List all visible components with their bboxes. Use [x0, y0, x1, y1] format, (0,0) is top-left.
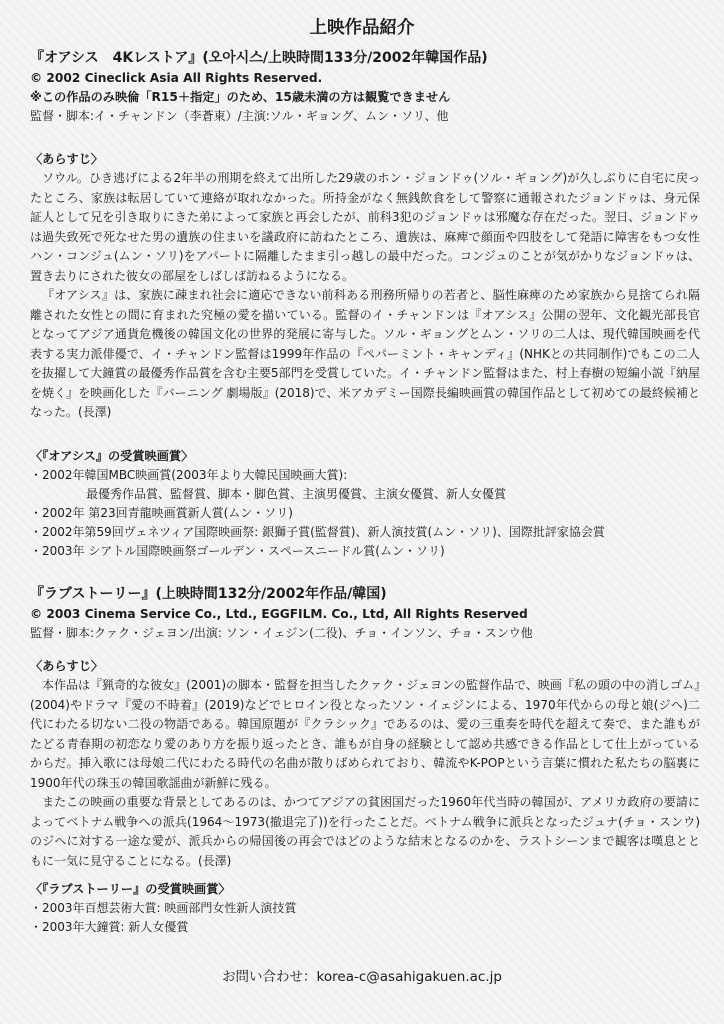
award-item: 最優秀作品賞、監督賞、脚本・脚色賞、主演男優賞、主演女優賞、新人女優賞	[86, 487, 507, 501]
award-item: ・2002年 第23回青龍映画賞新人賞(ムン・ソリ)	[30, 506, 293, 520]
film1-header	[30, 47, 700, 126]
film1-credits: 監督・脚本:イ・チャンドン（李蒼東）/主演:ソル・ギョング、ムン・ソリ、他	[30, 109, 449, 123]
award-item: ・2003年百想芸術大賞: 映画部門女性新人演技賞	[30, 901, 297, 915]
film2-synopsis-heading: 〈あらすじ〉	[30, 659, 104, 673]
award-item: ・2002年韓国MBC映画賞(2003年より大韓民国映画大賞):	[30, 468, 348, 482]
film2-heading: 『ラブストーリー』(上映時間132分/2002年作品/韓国)	[30, 586, 387, 602]
film1-synopsis-heading: 〈あらすじ〉	[30, 152, 104, 166]
contact-email[interactable]: お問い合わせ：korea-c@asahigakuen.ac.jp	[222, 969, 502, 985]
award-item: ・2003年大鐘賞: 新人女優賞	[30, 920, 189, 934]
film2-credits: 監督・脚本:クァク・ジェヨン/出演: ソン・イェジン(二役)、チョ・インソン、チョ・スンウ他	[30, 626, 533, 640]
film2-header	[30, 583, 700, 643]
film1-heading: 『オアシス 4Kレストア』(오아시스/上映時間133分/2002年韓国作品)	[30, 50, 488, 66]
award-item: ・2003年 シアトル国際映画祭ゴールデン・スペースニードル賞(ムン・ソリ)	[30, 544, 445, 558]
film1-copyright: © 2002 Cineclick Asia All Rights Reserved.	[30, 71, 323, 85]
award-item: ・2002年第59回ヴェネツィア国際映画祭: 銀獅子賞(監督賞)、新人演技賞(ムン・ソリ)、国際批評家協会賞	[30, 525, 605, 539]
film2-synopsis-p1: 本作品は『猟奇的な彼女』(2001)の脚本・監督を担当したクァク・ジェヨンの監督作品で、映画『私の頭の中の消しゴム』(2004)やドラマ『愛の不時着』(2019)などでヒロイン役となったソン・イェジンによる、1970年代からの母と娘(ジヘ)二代にわたる切ない二役の物語である。韓国原題が『クラシック』であるのは、愛の三重奏を時代を超えて奏で、また誰もがたどる青春期の初恋なり愛のあり方を振り返ったとき、誰もが自身の経験として認め共感できる作品として仕上がっているからだ。挿入歌には母娘二代にわたる時代の名曲が散りばめられており、韓流やK-POPという言葉に慣れた私たちの脳裏に1900年代の珠玉の韓国歌謡曲が新鮮に残る。	[30, 678, 700, 790]
film1-rating-note: ※この作品のみ映倫「R15＋指定」のため、15歳未満の方は観覧できません	[30, 90, 451, 104]
film1-synopsis-p2: 『オアシス』は、家族に疎まれ社会に適応できない前科ある刑務所帰りの若者と、脳性麻痺のため家族から見捨てられ隔離された女性との間に育まれた究極の愛を描いている。監督のイ・チャンドンは『オアシス』公開の翌年、文化観光部長官となってアジア通貨危機後の韓国文化の世界的発展に寄与した。ソル・ギョングとムン・ソリの二人は、現代韓国映画を代表する実力派俳優で、イ・チャンドン監督は1999年作品の『ペパーミント・キャンディ』(NHKとの共同制作)でもこの二人を抜擢して大鐘賞の最優秀作品賞を含む主要5部門を受賞していた。イ・チャンドン監督はまた、村上春樹の短編小説『納屋を焼く』を映画化した『バーニング 劇場版』(2018)で、米アカデミー国際長編映画賞の韓国作品として初めての最終候補となった。(長澤)	[30, 288, 700, 419]
film2-awards	[30, 880, 700, 937]
film1-awards-heading: 〈『オアシス』の受賞映画賞〉	[30, 449, 194, 463]
film2-copyright: © 2003 Cinema Service Co., Ltd., EGGFILM. Co., Ltd, All Rights Reserved	[30, 607, 528, 621]
film1-synopsis-p1: ソウル。ひき逃げによる2年半の刑期を終えて出所した29歳のホン・ジョンドゥ(ソル・ギョング)が久しぶりに自宅に戻ったところ、家族は転居していて連絡が取れなかった。所持金がなく無銭飲食をして警察に通報されたジョンドゥは、身元保証人として兄を引き取りにきた弟によって家族と再会したが、前科3犯のジョンドゥは邪魔な存在だった。翌日、ジョンドゥは過失致死で死なせた男の遺族の住まいを議政府に訪ねたところ、遺族は、麻痺で顔面や四肢をして発語に障害をもつ女性ハン・コンジュ(ムン・ソリ)をアパートに隔離したまま引っ越しの最中だった。コンジュのことが気がかりなジョンドゥは、置き去りにされた彼女の部屋をしばしば訪ねるようになる。	[30, 171, 700, 283]
film2-synopsis	[30, 657, 700, 871]
film2-synopsis-p2: またこの映画の重要な背景としてあるのは、かつてアジアの貧困国だった1960年代当時の韓国が、アメリカ政府の要請によってベトナム戦争への派兵(1964〜1973(撤退完了))を行ったことだ。ベトナム戦争に派兵となったジュナ(チョ・スンウ)のジヘに対する一途な愛が、派兵からの帰国後の再会ではどのような結末となるのかを、ラストシーンまで観客は嘆息とともに一気に見守ることになる。(長澤)	[30, 795, 700, 868]
film2-awards-heading: 〈『ラブストーリー』の受賞映画賞〉	[30, 882, 231, 896]
film1-awards	[30, 447, 700, 561]
film1-synopsis	[30, 150, 700, 423]
page-title: 上映作品紹介	[309, 18, 415, 38]
